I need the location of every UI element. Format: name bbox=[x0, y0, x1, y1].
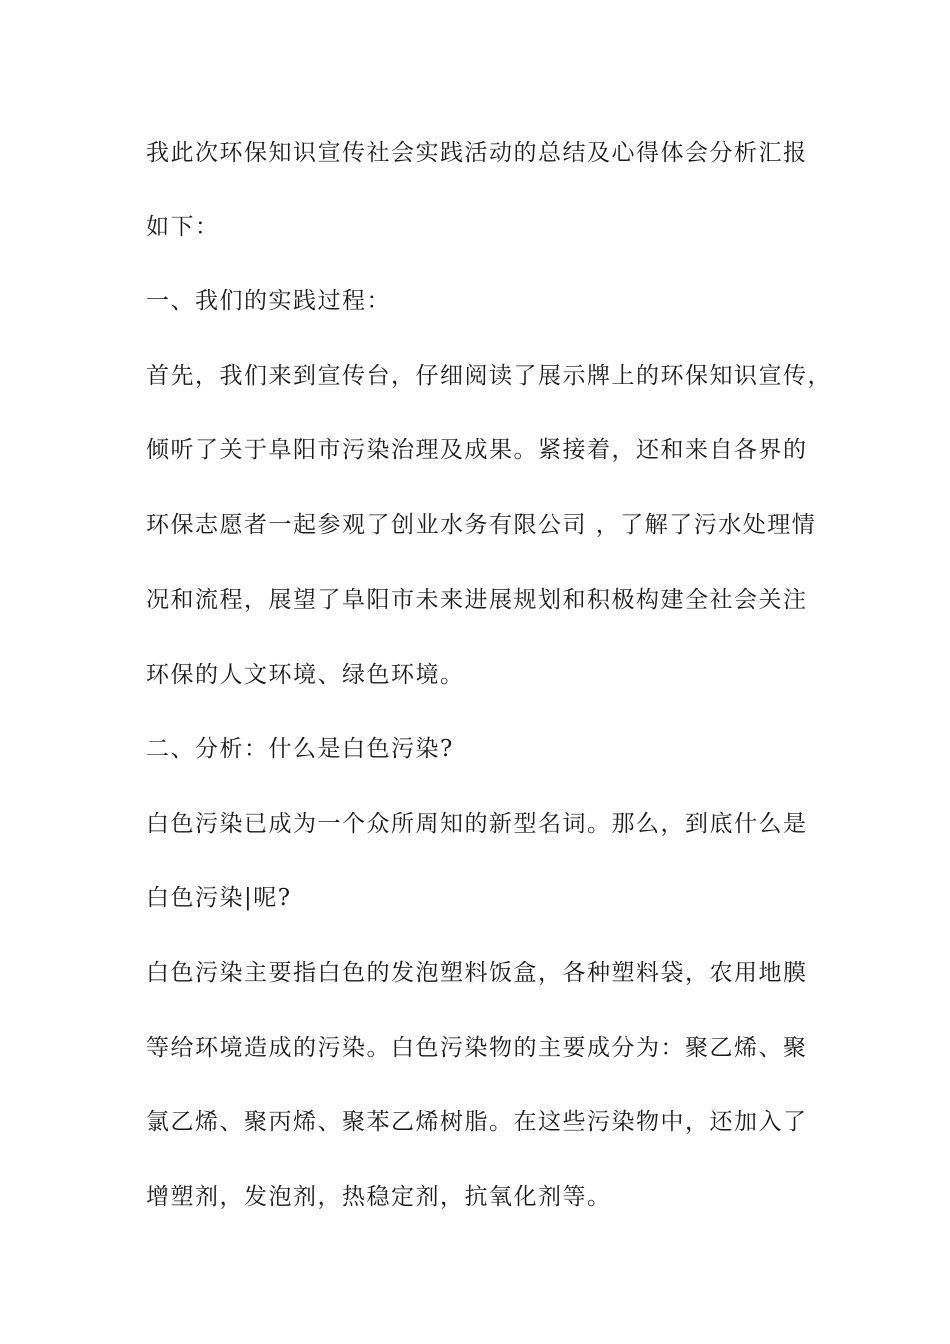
text-line: 白色污染主要指白色的发泡塑料饭盒，各种塑料袋，农用地膜 bbox=[146, 960, 808, 986]
section-heading: 二、分析：什么是白色污染? bbox=[146, 736, 454, 762]
text-line: 首先，我们来到宣传台，仔细阅读了展示牌上的环保知识宣传， bbox=[146, 363, 832, 389]
text-line: 如下： bbox=[146, 214, 220, 240]
text-line: 等给环境造成的污染。白色污染物的主要成分为：聚乙烯、聚 bbox=[146, 1035, 808, 1061]
text-line: 况和流程，展望了阜阳市未来进展规划和积极构建全社会关注 bbox=[146, 587, 808, 613]
section-heading: 一、我们的实践过程： bbox=[146, 288, 391, 314]
text-line: 白色污染已成为一个众所周知的新型名词。那么，到底什么是 bbox=[146, 811, 808, 837]
text-line: 增塑剂，发泡剂，热稳定剂，抗氧化剂等。 bbox=[146, 1184, 612, 1210]
text-line: 环保的人文环境、绿色环境。 bbox=[146, 662, 465, 688]
text-line: 氯乙烯、聚丙烯、聚苯乙烯树脂。在这些污染物中，还加入了 bbox=[146, 1109, 808, 1135]
text-line: 环保志愿者一起参观了创业水务有限公司 ，了解了污水处理情 bbox=[146, 512, 817, 538]
text-line: 白色污染|呢? bbox=[146, 885, 292, 911]
text-line: 我此次环保知识宣传社会实践活动的总结及心得体会分析汇报 bbox=[146, 140, 808, 166]
text-line: 倾听了关于阜阳市污染治理及成果。紧接着，还和来自各界的 bbox=[146, 437, 808, 463]
